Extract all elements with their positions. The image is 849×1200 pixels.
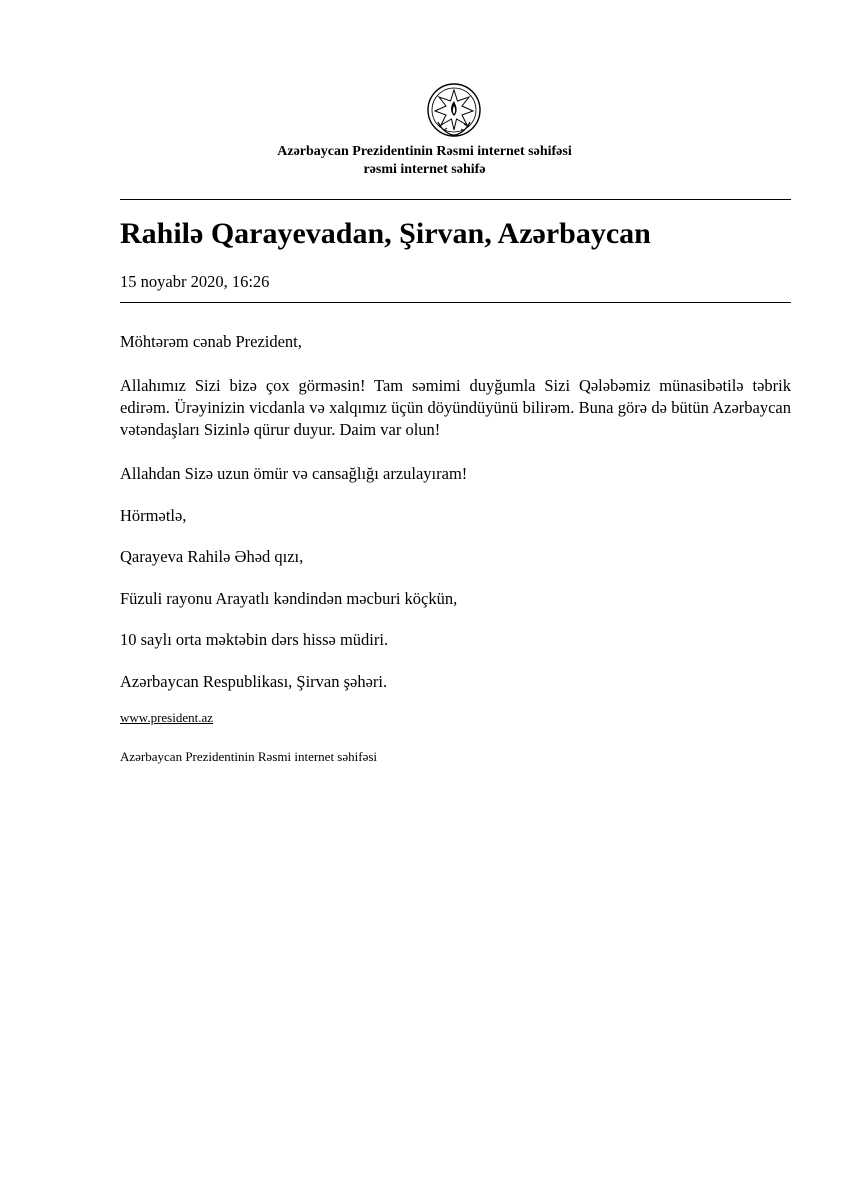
- signature-location: Azərbaycan Respublikası, Şirvan şəhəri.: [120, 672, 388, 691]
- signature-origin-block: [120, 588, 791, 610]
- page-title: Rahilə Qarayevadan, Şirvan, Azərbaycan: [120, 217, 651, 250]
- letter-body: [120, 331, 791, 353]
- signature-origin: Füzuli rayonu Arayatlı kəndindən məcburi köçkün,: [120, 589, 458, 608]
- state-emblem-icon: [426, 82, 482, 140]
- closing: Hörmətlə,: [120, 506, 187, 525]
- signature-position-block: [120, 629, 791, 651]
- main-paragraph: Allahımız Sizi bizə çox görməsin! Tam səmimi duyğumla Sizi Qələbəmiz münasibətilə təbrik edirəm. Ürəyinizin vicdanla və xalqımız üçün döyündüyünü bilirəm. Buna görə də bütün Azərbaycan vətəndaşları Sizinlə qürur duyur. Daim var olun!: [120, 376, 791, 439]
- signature-position: 10 saylı orta məktəbin dərs hissə müdiri.: [120, 630, 389, 649]
- footer-note: Azərbaycan Prezidentinin Rəsmi internet səhifəsi: [120, 749, 378, 764]
- website-link[interactable]: www.president.az: [120, 710, 214, 725]
- greeting: Möhtərəm cənab Prezident,: [120, 332, 302, 351]
- site-title: Azərbaycan Prezidentinin Rəsmi internet səhifəsi: [277, 144, 572, 159]
- signature-name: Qarayeva Rahilə Əhəd qızı,: [120, 547, 304, 566]
- publish-date: 15 noyabr 2020, 16:26: [120, 272, 270, 291]
- signature-name-block: [120, 546, 791, 568]
- signature-location-block: [120, 671, 791, 693]
- letter-main-paragraph-block: [120, 375, 791, 441]
- top-divider: [120, 199, 791, 200]
- wish-paragraph: Allahdan Sizə uzun ömür və cansağlığı arzulayıram!: [120, 464, 468, 483]
- bottom-divider: [120, 302, 791, 303]
- site-subtitle: rəsmi internet səhifə: [363, 162, 486, 177]
- wish-block: [120, 463, 791, 485]
- closing-block: [120, 505, 791, 527]
